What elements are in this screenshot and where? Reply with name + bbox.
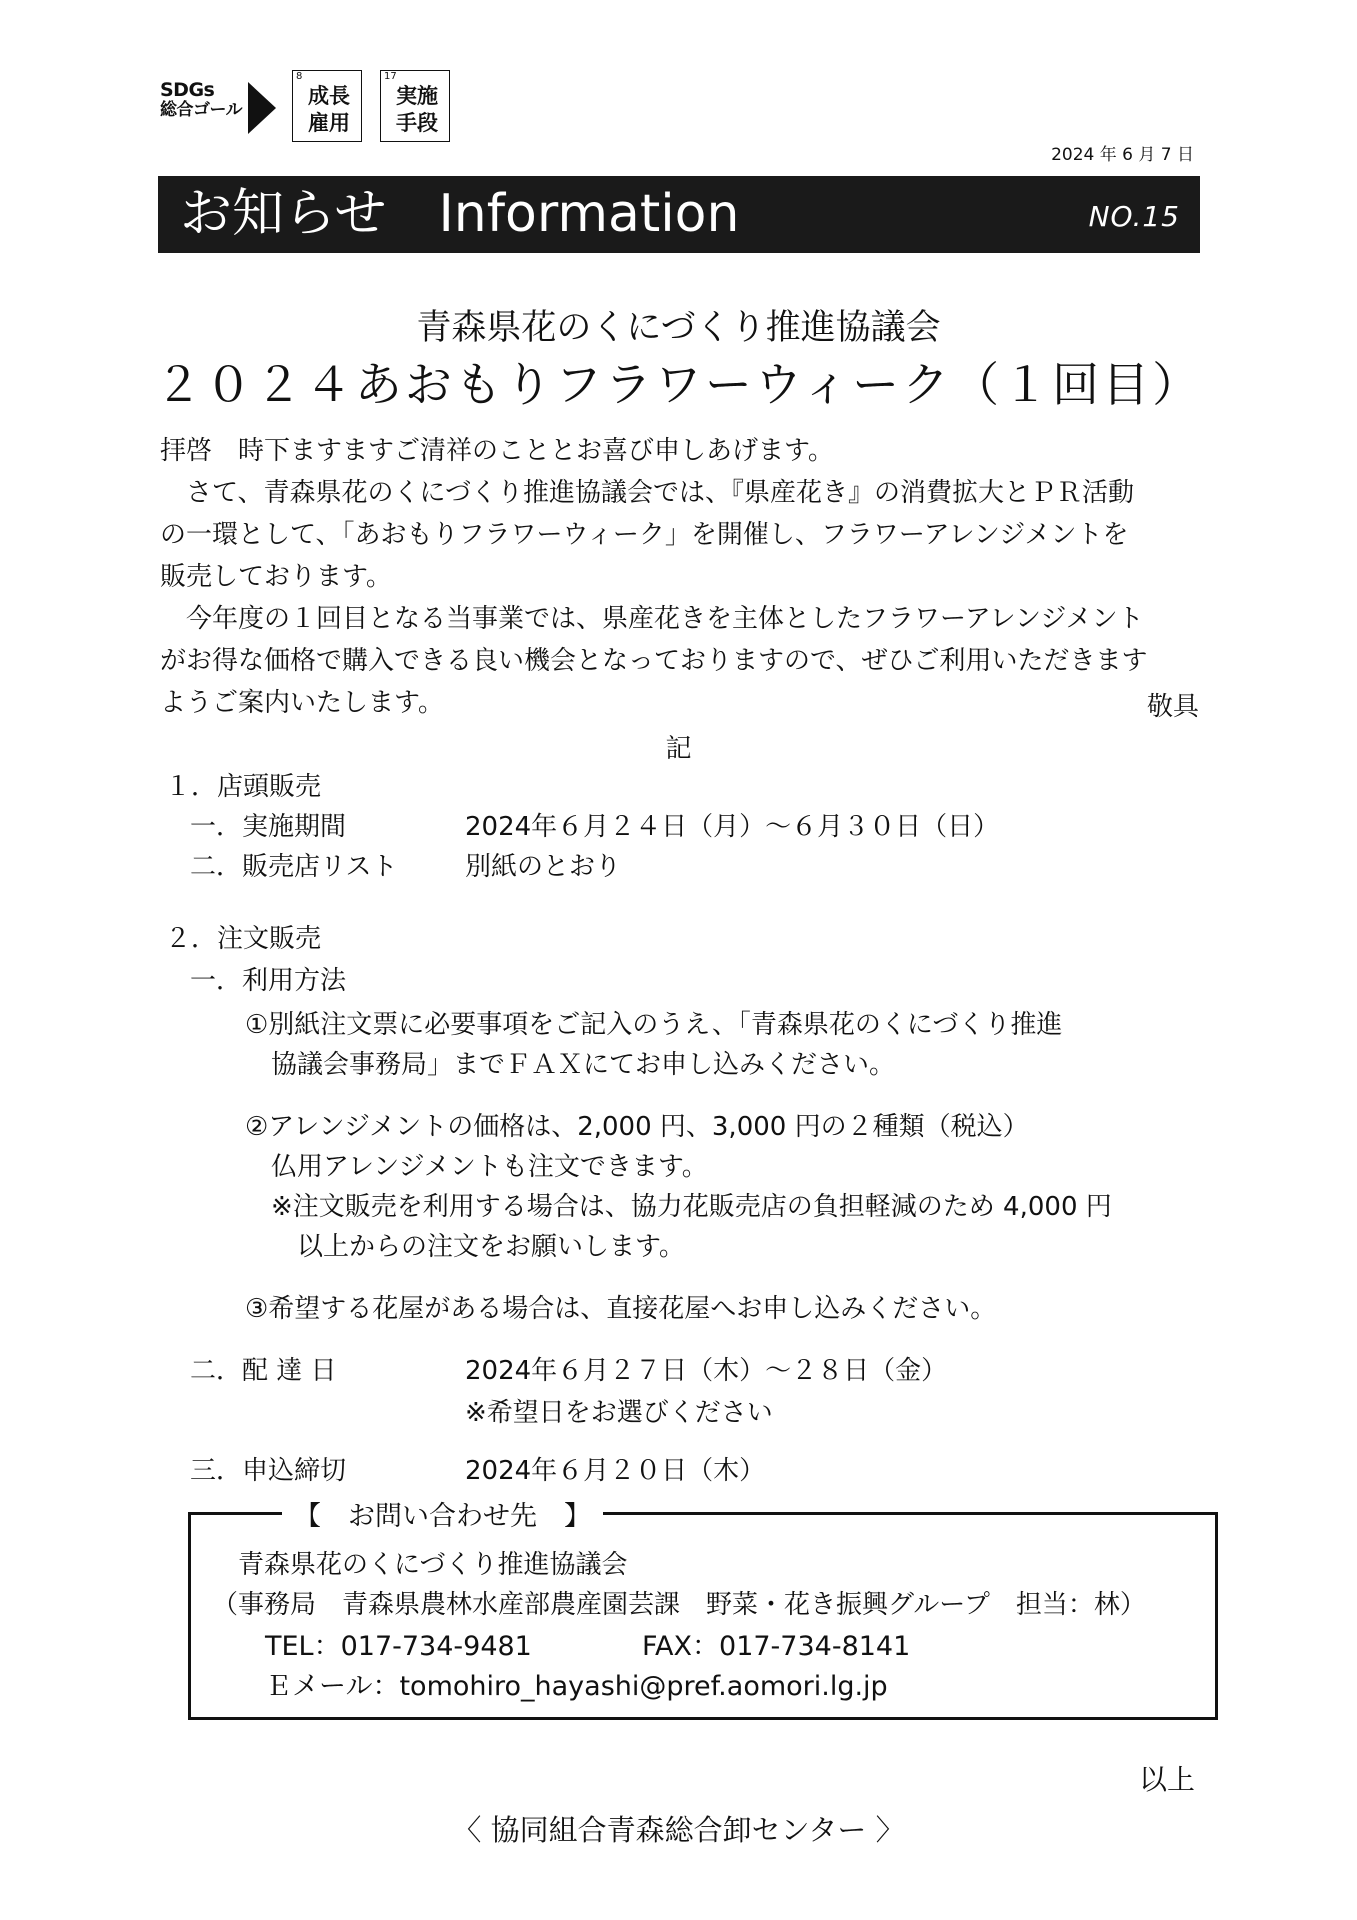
usage-line: ※注文販売を利用する場合は、協力花販売店の負担軽減のため 4,000 円 xyxy=(245,1192,1112,1222)
sdgs-label xyxy=(160,80,242,120)
deadline-label: 三．申込締切 xyxy=(190,1456,347,1486)
organization-title: 青森県花のくにづくり推進協議会 xyxy=(416,308,941,348)
notice-banner xyxy=(158,176,1200,253)
usage-line: ②アレンジメントの価格は、2,000 円、3,000 円の２種類（税込） xyxy=(245,1112,1029,1142)
section1-stores-label: 二．販売店リスト xyxy=(190,852,398,882)
ki-marker: 記 xyxy=(665,734,692,764)
section2-heading: ２．注文販売 xyxy=(165,924,322,954)
goal-number: 17 xyxy=(384,71,397,82)
sdgs-label-line2: 総合ゴール xyxy=(160,100,243,120)
goal-label-line2: 手段 xyxy=(396,111,438,135)
body-line: の一環として、「あおもりフラワーウィーク」を開催し、フラワーアレンジメントを xyxy=(160,520,1129,550)
usage-line: 以上からの注文をお願いします。 xyxy=(245,1232,685,1262)
closing-ijo: 以上 xyxy=(1138,1763,1195,1796)
delivery-note: ※希望日をお選びください xyxy=(465,1398,773,1428)
contact-label: 【 お問い合わせ先 】 xyxy=(282,1494,603,1533)
contact-fax: FAX：017-734-8141 xyxy=(642,1631,911,1662)
contact-email: Ｅメール：tomohiro_hayashi@pref.aomori.lg.jp xyxy=(265,1671,888,1702)
body-line: さて、青森県花のくにづくり推進協議会では、『県産花き』の消費拡大とＰＲ活動 xyxy=(160,478,1134,508)
goal-number: 8 xyxy=(296,71,303,82)
goal-label-line1: 成長 xyxy=(308,84,350,108)
event-title: ２０２４あおもりフラワーウィーク（１回目） xyxy=(154,358,1203,413)
deadline-value: 2024年６月２０日（木） xyxy=(465,1456,766,1486)
usage-line: ①別紙注文票に必要事項をご記入のうえ、「青森県花のくにづくり推進 xyxy=(245,1010,1063,1040)
body-line: がお得な価格で購入できる良い機会となっておりますので、ぜひご利用いただきます xyxy=(160,646,1148,676)
body-line: ようご案内いたします。 xyxy=(160,688,444,718)
section1-period-label: 一．実施期間 xyxy=(190,812,347,842)
sdgs-goal-17 xyxy=(380,70,450,142)
arrow-right-icon xyxy=(248,82,276,134)
usage-line: 仏用アレンジメントも注文できます。 xyxy=(245,1152,708,1182)
section1-period-value: 2024年６月２４日（月）～６月３０日（日） xyxy=(465,812,1000,842)
goal-label-line2: 雇用 xyxy=(308,111,350,135)
sdgs-goal-8 xyxy=(292,70,362,142)
body-line: 拝啓 時下ますますご清祥のこととお喜び申しあげます。 xyxy=(160,436,834,466)
notice-number: NO.15 xyxy=(1088,200,1180,233)
contact-office: （事務局 青森県農林水産部農産園芸課 野菜・花き振興グループ 担当：林） xyxy=(212,1590,1146,1620)
section1-heading: １．店頭販売 xyxy=(165,772,322,802)
body-line: 今年度の１回目となる当事業では、県産花きを主体としたフラワーアレンジメント xyxy=(160,604,1144,634)
body-line: 販売しております。 xyxy=(160,562,392,592)
usage-line: 協議会事務局」までＦＡＸにてお申し込みください。 xyxy=(245,1050,896,1080)
contact-tel: TEL：017-734-9481 xyxy=(265,1631,532,1662)
sdgs-label-line1: SDGs xyxy=(160,79,215,101)
delivery-label: 二．配 達 日 xyxy=(190,1356,337,1386)
issue-date: 2024 年 6 月 7 日 xyxy=(1051,145,1194,165)
issuer-name: 〈 協同組合青森総合卸センター 〉 xyxy=(452,1813,905,1847)
goal-label-line1: 実施 xyxy=(396,84,438,108)
contact-org: 青森県花のくにづくり推進協議会 xyxy=(238,1550,628,1580)
banner-title: お知らせ Information xyxy=(180,184,740,244)
usage-line: ③希望する花屋がある場合は、直接花屋へお申し込みください。 xyxy=(245,1294,997,1324)
closing-keigu: 敬具 xyxy=(1146,692,1199,722)
usage-heading: 一．利用方法 xyxy=(190,966,347,996)
delivery-value: 2024年６月２７日（木）～２８日（金） xyxy=(465,1356,948,1386)
section1-stores-value: 別紙のとおり xyxy=(465,852,622,882)
